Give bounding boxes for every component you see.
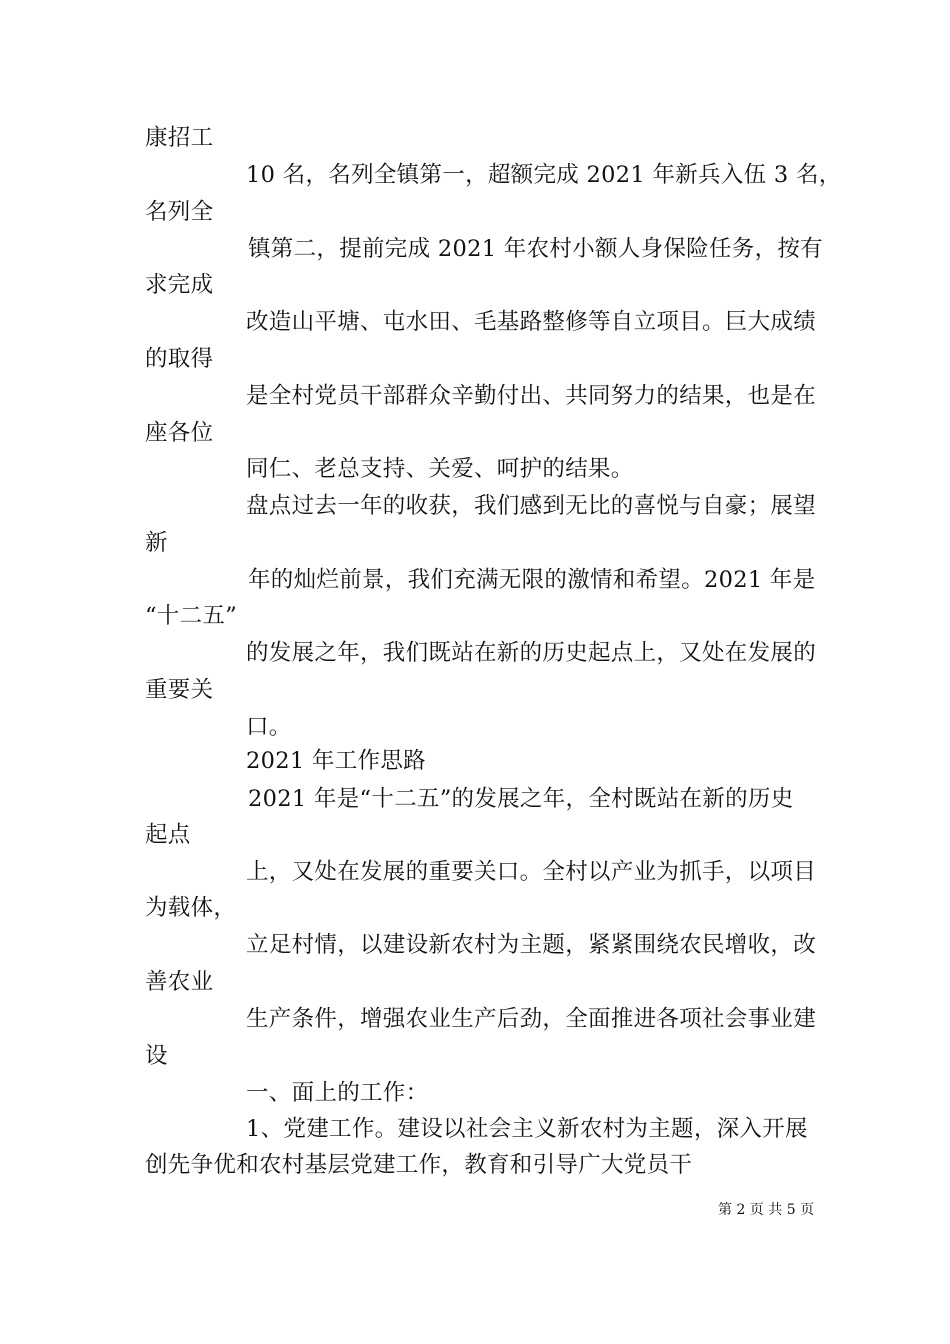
text-line: 为载体，: [145, 895, 237, 921]
text-line: 10 名，名列全镇第一，超额完成 2021 年新兵入伍 3 名，: [246, 162, 842, 188]
text-line: 的取得: [145, 346, 214, 372]
text-line: 的发展之年，我们既站在新的历史起点上，又处在发展的: [246, 640, 817, 666]
text-line: 座各位: [145, 420, 214, 446]
text-line: 名列全: [145, 199, 214, 225]
text-line: 起点: [145, 822, 191, 848]
text-line: 2021 年是“十二五”的发展之年，全村既站在新的历史: [248, 786, 794, 812]
text-line: 是全村党员干部群众辛勤付出、共同努力的结果，也是在: [246, 383, 817, 409]
text-line: 1、党建工作。建设以社会主义新农村为主题，深入开展: [246, 1116, 808, 1142]
text-line: 口。: [246, 714, 292, 740]
text-line: 上，又处在发展的重要关口。全村以产业为抓手，以项目: [246, 859, 817, 885]
text-line: 创先争优和农村基层党建工作，教育和引导广大党员干: [145, 1152, 693, 1178]
text-line: 重要关: [145, 677, 214, 703]
text-line: 求完成: [145, 272, 214, 298]
text-line: 改造山平塘、屯水田、毛基路整修等自立项目。巨大成绩: [246, 309, 817, 335]
text-line: 设: [145, 1043, 168, 1069]
text-line: 新: [145, 530, 168, 556]
text-line: “十二五”: [145, 603, 238, 629]
text-line: 同仁、老总支持、关爱、呵护的结果。: [246, 456, 634, 482]
text-line: 盘点过去一年的收获，我们感到无比的喜悦与自豪；展望: [246, 493, 817, 519]
text-line: 镇第二，提前完成 2021 年农村小额人身保险任务，按有: [248, 236, 823, 262]
page-number: 第 2 页 共 5 页: [718, 1202, 815, 1218]
text-line: 年的灿烂前景，我们充满无限的激情和希望。2021 年是: [248, 567, 816, 593]
section-heading: 一、面上的工作：: [246, 1080, 429, 1106]
text-line: 立足村情，以建设新农村为主题，紧紧围绕农民增收，改: [246, 932, 817, 958]
text-line: 善农业: [145, 969, 214, 995]
text-line: 康招工: [145, 125, 214, 151]
text-line: 生产条件，增强农业生产后劲，全面推进各项社会事业建: [246, 1006, 817, 1032]
section-heading: 2021 年工作思路: [246, 748, 426, 774]
